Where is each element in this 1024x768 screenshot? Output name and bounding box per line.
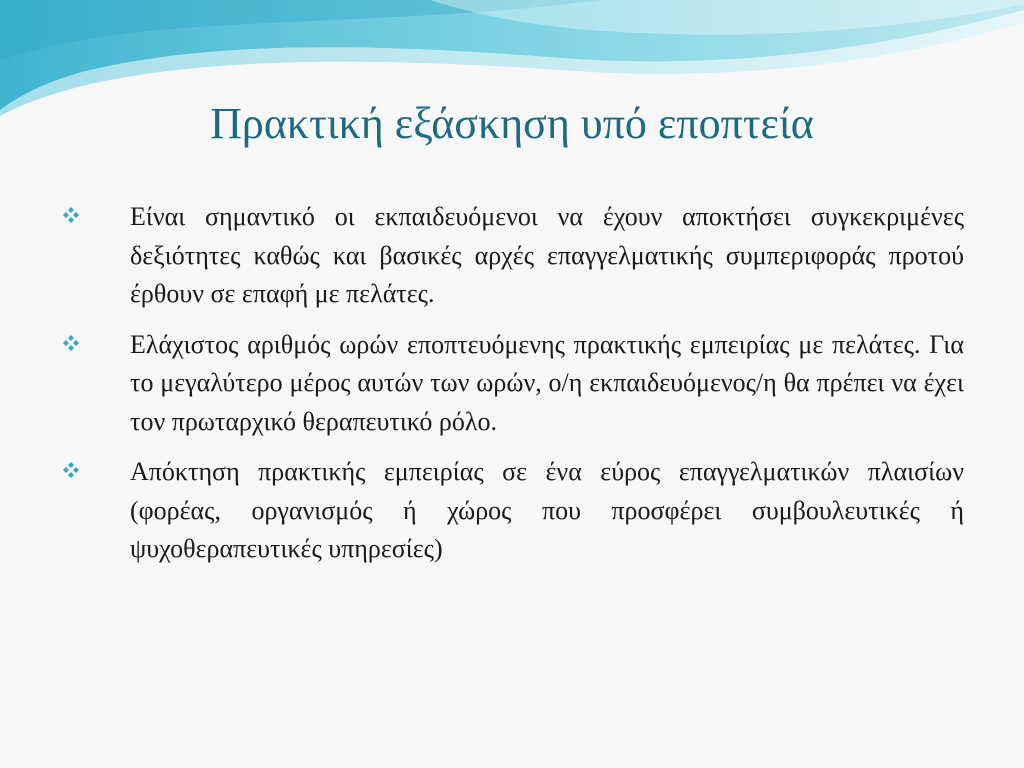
bullet-list <box>62 198 964 581</box>
list-item <box>62 198 964 314</box>
four-diamond-bullet-icon <box>62 326 130 364</box>
list-item <box>62 453 964 569</box>
bullet-text: Απόκτηση πρακτικής εμπειρίας σε ένα εύρος επαγγελματικών πλαισίων (φορέας, οργανισμός ή χώρος που προσφέρει συμβουλευτικές ή ψυχοθεραπευτικές υπηρεσίες) <box>130 457 964 563</box>
slide-title: Πρακτική εξάσκηση υπό εποπτεία <box>210 99 814 148</box>
bullet-text: Είναι σημαντικό οι εκπαιδευόμενοι να έχουν αποκτήσει συγκεκριμένες δεξιότητες καθώς και βασικές αρχές επαγγελματικής συμπεριφοράς προτού έρθουν σε επαφή με πελάτες. <box>130 202 964 308</box>
four-diamond-bullet-icon <box>62 198 130 236</box>
list-item <box>62 326 964 442</box>
bullet-text: Ελάχιστος αριθμός ωρών εποπτευόμενης πρακτικής εμπειρίας με πελάτες. Για το μεγαλύτερο μέρος αυτών των ωρών, ο/η εκπαιδευόμενος/η θα πρέπει να έχει τον πρωταρχικό θεραπευτικό ρόλο. <box>130 329 964 436</box>
four-diamond-bullet-icon <box>62 453 130 491</box>
